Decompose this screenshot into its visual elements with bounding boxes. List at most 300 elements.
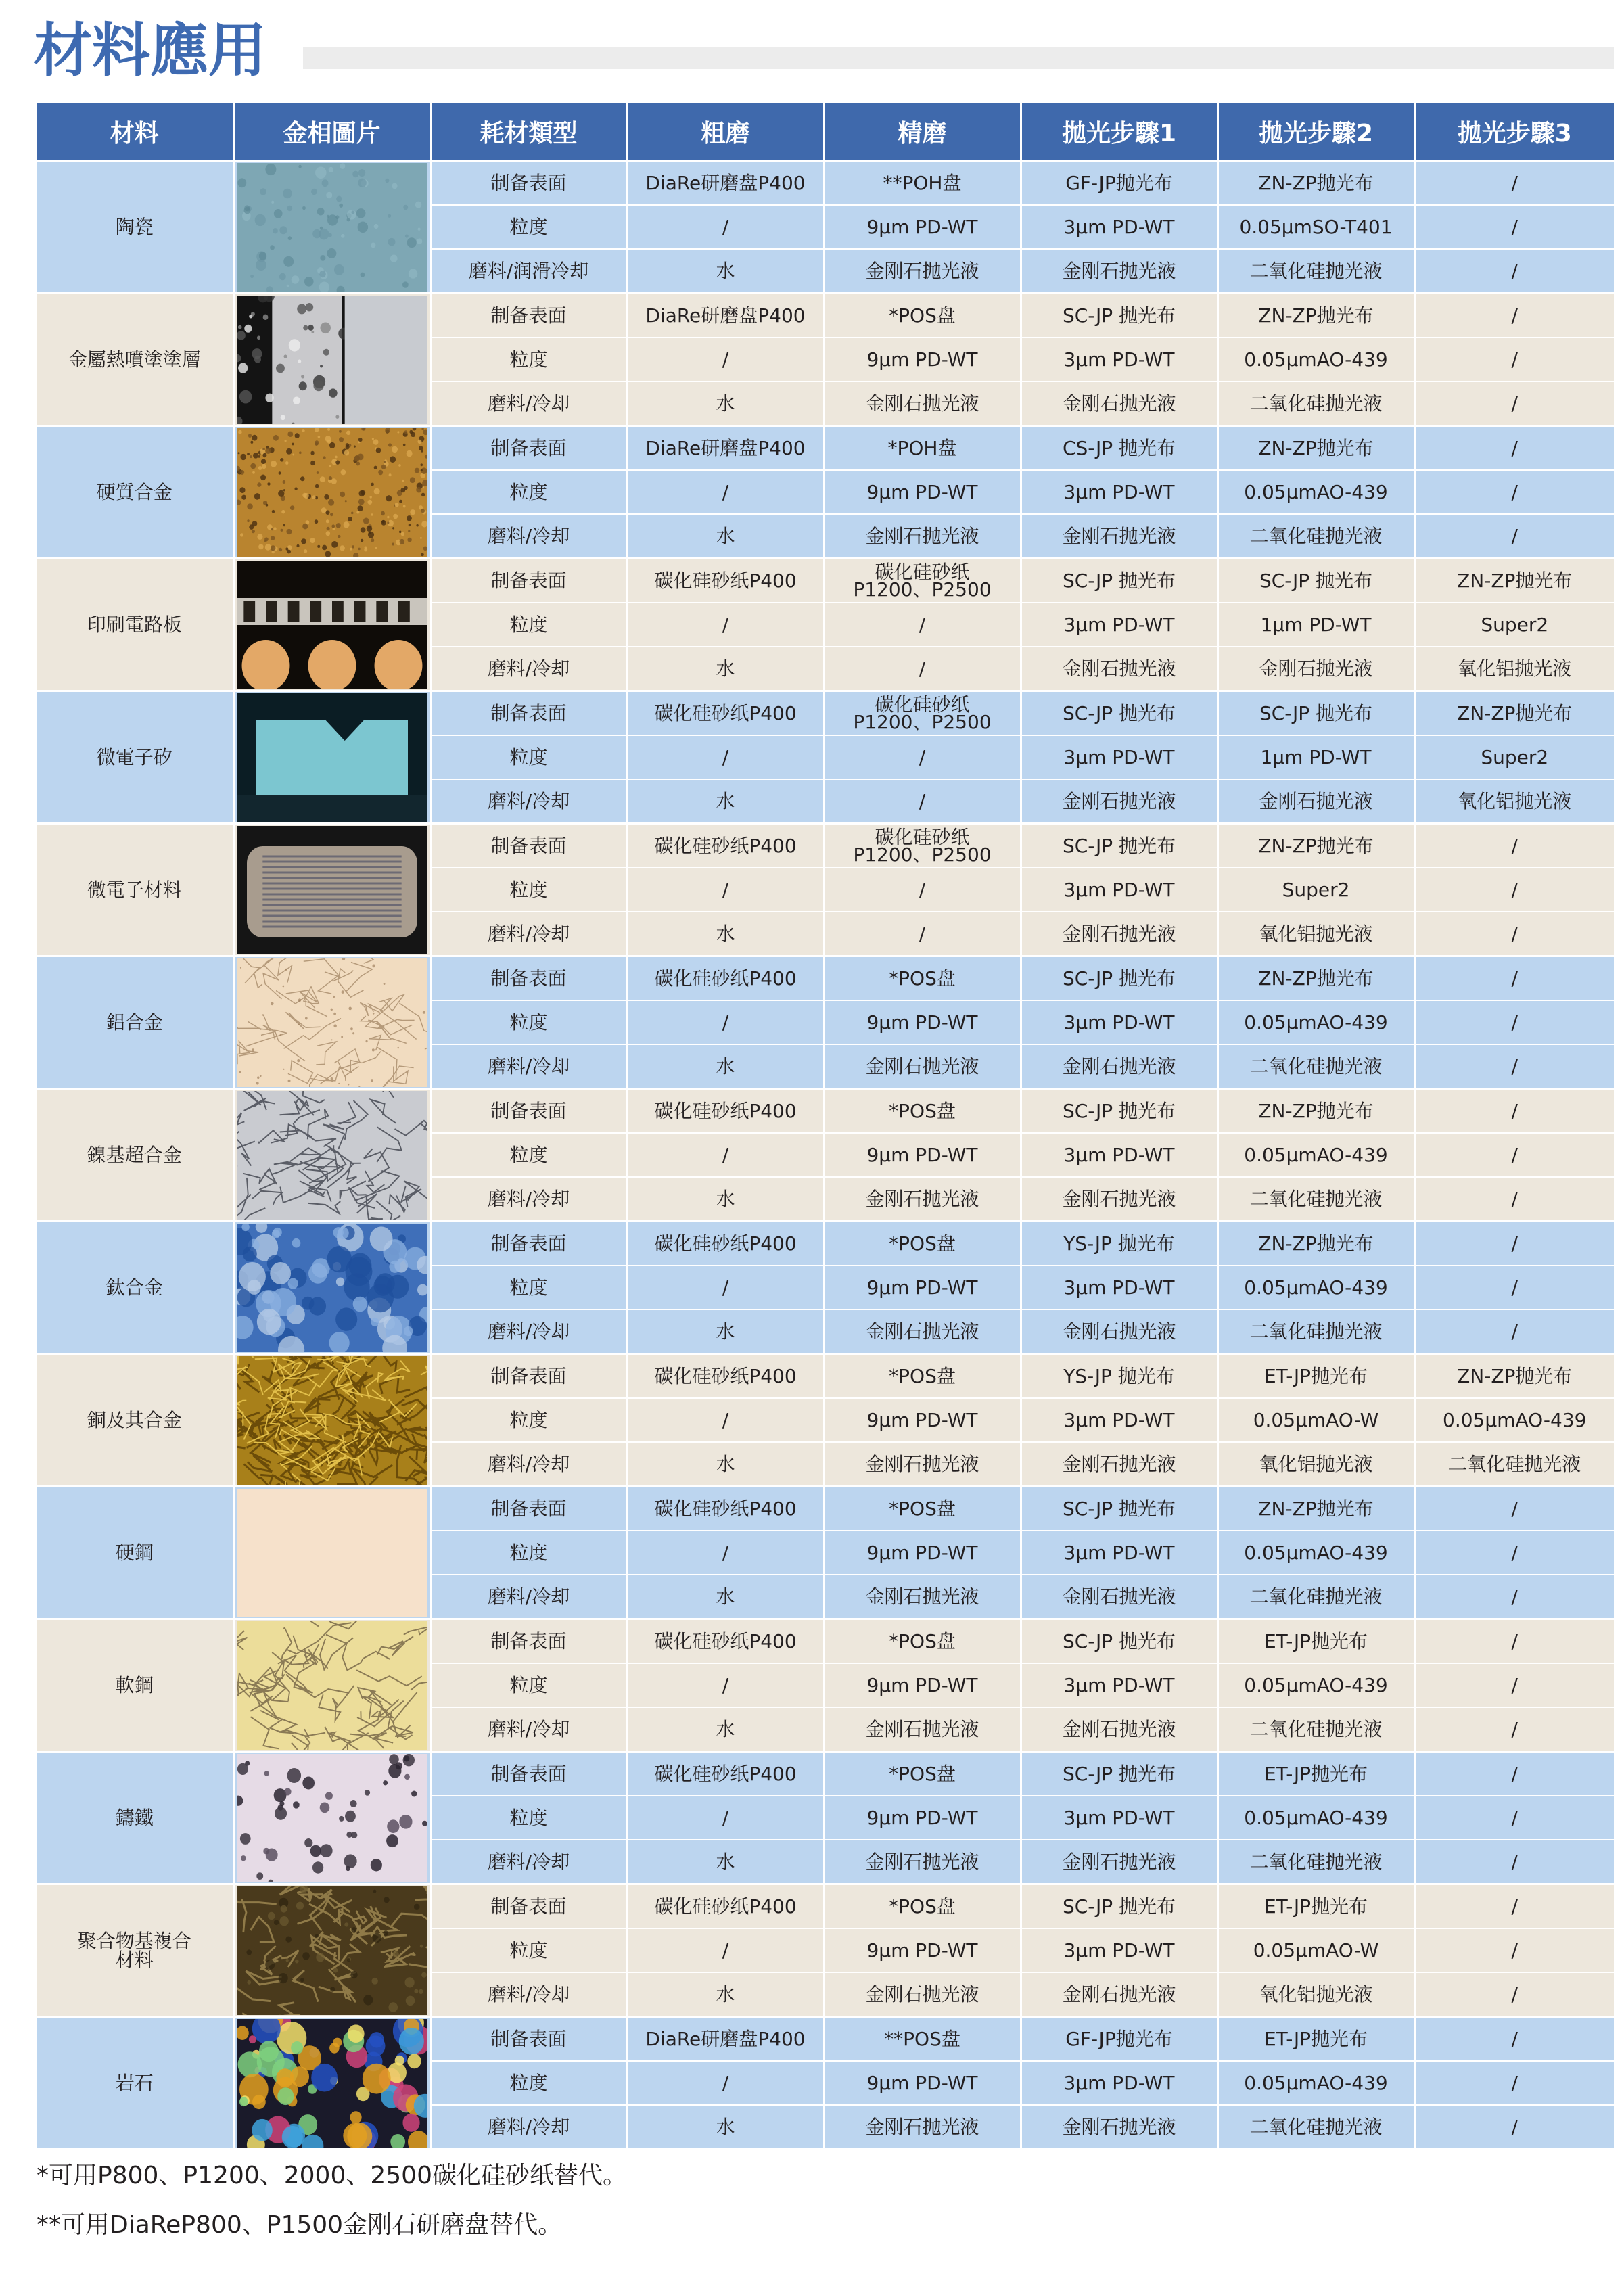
- polish-step-2-cell: 1μm PD-WT: [1217, 735, 1414, 779]
- polish-step-1-cell: 3μm PD-WT: [1021, 1000, 1217, 1044]
- coarse-grinding-cell: 水: [627, 1707, 824, 1752]
- micrograph-cell: [233, 1222, 430, 1354]
- polish-step-1-cell: SC-JP 抛光布: [1021, 294, 1217, 338]
- consumable-type-cell: 粒度: [430, 1531, 627, 1575]
- table-row: [37, 1884, 1614, 1929]
- polish-step-2-cell: ZN-ZP抛光布: [1217, 161, 1414, 206]
- material-name: 鈦合金: [37, 1222, 233, 1354]
- consumable-type-cell: 粒度: [430, 338, 627, 381]
- fine-grinding-cell: 金刚石抛光液: [824, 1840, 1021, 1884]
- polish-step-2-cell: SC-JP 抛光布: [1217, 691, 1414, 736]
- table-row: [37, 2017, 1614, 2062]
- polish-step-2-cell: ZN-ZP抛光布: [1217, 956, 1414, 1001]
- polish-step-3-cell: /: [1414, 1309, 1614, 1354]
- consumable-type-cell: 磨料/冷却: [430, 1309, 627, 1354]
- micrograph-cell: [233, 161, 430, 294]
- consumable-type-cell: 粒度: [430, 470, 627, 514]
- consumable-type-cell: 制备表面: [430, 1619, 627, 1664]
- polish-step-1-cell: 金刚石抛光液: [1021, 1707, 1217, 1752]
- coarse-grinding-cell: 水: [627, 2105, 824, 2149]
- polish-step-2-cell: 0.05μmAO-W: [1217, 1398, 1414, 1442]
- table-row: [37, 1354, 1614, 1399]
- coarse-grinding-cell: 碳化硅砂纸P400: [627, 1487, 824, 1531]
- fine-grinding-cell: /: [824, 603, 1021, 647]
- materials-table: [37, 103, 1614, 2150]
- coarse-grinding-cell: /: [627, 1663, 824, 1707]
- polish-step-2-cell: 二氧化硅抛光液: [1217, 249, 1414, 294]
- polish-step-2-cell: ET-JP抛光布: [1217, 1619, 1414, 1664]
- fine-grinding-cell: 9μm PD-WT: [824, 1266, 1021, 1309]
- polish-step-3-cell: /: [1414, 1928, 1614, 1972]
- coarse-grinding-cell: /: [627, 1266, 824, 1309]
- fine-grinding-cell: /: [824, 868, 1021, 912]
- polish-step-2-cell: 二氧化硅抛光液: [1217, 1840, 1414, 1884]
- polish-step-3-cell: /: [1414, 514, 1614, 559]
- copper-alloy-micrograph: [237, 1356, 427, 1485]
- fine-grinding-cell: 碳化硅砂纸 P1200、P2500: [824, 691, 1021, 736]
- polish-step-3-cell: /: [1414, 426, 1614, 471]
- polish-step-1-cell: 3μm PD-WT: [1021, 1266, 1217, 1309]
- micrograph-cell: [233, 956, 430, 1089]
- consumable-type-cell: 粒度: [430, 1266, 627, 1309]
- polish-step-1-cell: 3μm PD-WT: [1021, 1398, 1217, 1442]
- polish-step-3-cell: 氧化铝抛光液: [1414, 779, 1614, 824]
- polish-step-1-cell: 3μm PD-WT: [1021, 205, 1217, 249]
- coarse-grinding-cell: DiaRe研磨盘P400: [627, 426, 824, 471]
- coarse-grinding-cell: /: [627, 868, 824, 912]
- consumable-type-cell: 磨料/冷却: [430, 514, 627, 559]
- fine-grinding-cell: 9μm PD-WT: [824, 1796, 1021, 1840]
- table-row: [37, 1752, 1614, 1796]
- aluminum-alloy-micrograph: [237, 958, 427, 1087]
- coarse-grinding-cell: 水: [627, 514, 824, 559]
- polish-step-3-cell: /: [1414, 956, 1614, 1001]
- polish-step-2-cell: 0.05μmAO-W: [1217, 1928, 1414, 1972]
- polish-step-2-cell: 0.05μmAO-439: [1217, 2061, 1414, 2105]
- polish-step-2-cell: 0.05μmAO-439: [1217, 338, 1414, 381]
- polish-step-3-cell: Super2: [1414, 603, 1614, 647]
- fine-grinding-cell: /: [824, 779, 1021, 824]
- consumable-type-cell: 磨料/冷却: [430, 1972, 627, 2017]
- polymer-composite-micrograph: [237, 1886, 427, 2015]
- micrograph-cell: [233, 1354, 430, 1487]
- fine-grinding-cell: *POS盘: [824, 956, 1021, 1001]
- polish-step-2-cell: 0.05μmAO-439: [1217, 1663, 1414, 1707]
- polish-step-3-cell: /: [1414, 1044, 1614, 1089]
- table-row: [37, 161, 1614, 206]
- material-name: 硬鋼: [37, 1487, 233, 1619]
- polish-step-3-cell: /: [1414, 1884, 1614, 1929]
- fine-grinding-cell: 金刚石抛光液: [824, 249, 1021, 294]
- table-row: [37, 559, 1614, 603]
- polish-step-1-cell: SC-JP 抛光布: [1021, 956, 1217, 1001]
- coarse-grinding-cell: /: [627, 1398, 824, 1442]
- material-name: 印刷電路板: [37, 559, 233, 691]
- polish-step-2-cell: 0.05μmAO-439: [1217, 1000, 1414, 1044]
- fine-grinding-cell: 金刚石抛光液: [824, 381, 1021, 426]
- polish-step-1-cell: 金刚石抛光液: [1021, 1442, 1217, 1487]
- polish-step-3-cell: /: [1414, 1266, 1614, 1309]
- polish-step-1-cell: 金刚石抛光液: [1021, 647, 1217, 691]
- material-name: 陶瓷: [37, 161, 233, 294]
- polish-step-2-cell: Super2: [1217, 868, 1414, 912]
- fine-grinding-cell: 9μm PD-WT: [824, 2061, 1021, 2105]
- polish-step-3-cell: /: [1414, 338, 1614, 381]
- coarse-grinding-cell: /: [627, 1796, 824, 1840]
- material-group: [37, 691, 1614, 824]
- coarse-grinding-cell: 碳化硅砂纸P400: [627, 691, 824, 736]
- fine-grinding-cell: 9μm PD-WT: [824, 1398, 1021, 1442]
- consumable-type-cell: 粒度: [430, 1000, 627, 1044]
- polish-step-2-cell: ZN-ZP抛光布: [1217, 1089, 1414, 1134]
- coarse-grinding-cell: 水: [627, 1309, 824, 1354]
- polish-step-3-cell: /: [1414, 1752, 1614, 1796]
- coarse-grinding-cell: 碳化硅砂纸P400: [627, 1884, 824, 1929]
- micrograph-cell: [233, 824, 430, 956]
- fine-grinding-cell: 9μm PD-WT: [824, 205, 1021, 249]
- polish-step-2-cell: 氧化铝抛光液: [1217, 1442, 1414, 1487]
- coarse-grinding-cell: 碳化硅砂纸P400: [627, 1089, 824, 1134]
- fine-grinding-cell: 金刚石抛光液: [824, 2105, 1021, 2149]
- polish-step-1-cell: YS-JP 抛光布: [1021, 1222, 1217, 1266]
- polish-step-1-cell: 金刚石抛光液: [1021, 1840, 1217, 1884]
- micrograph-cell: [233, 2017, 430, 2150]
- micrograph-cell: [233, 559, 430, 691]
- table-row: [37, 1619, 1614, 1664]
- coarse-grinding-cell: /: [627, 1133, 824, 1177]
- fine-grinding-cell: *POS盘: [824, 1752, 1021, 1796]
- material-group: [37, 559, 1614, 691]
- material-group: [37, 1752, 1614, 1884]
- polish-step-3-cell: Super2: [1414, 735, 1614, 779]
- consumable-type-cell: 制备表面: [430, 824, 627, 868]
- thermal-spray-coating-micrograph: [237, 296, 427, 424]
- polish-step-3-cell: /: [1414, 1089, 1614, 1134]
- cemented-carbide-micrograph: [237, 428, 427, 557]
- polish-step-1-cell: SC-JP 抛光布: [1021, 824, 1217, 868]
- polish-step-2-cell: 0.05μmAO-439: [1217, 1133, 1414, 1177]
- fine-grinding-cell: *POS盘: [824, 1089, 1021, 1134]
- material-group: [37, 1222, 1614, 1354]
- fine-grinding-cell: 9μm PD-WT: [824, 1663, 1021, 1707]
- fine-grinding-cell: 9μm PD-WT: [824, 1133, 1021, 1177]
- coarse-grinding-cell: /: [627, 1000, 824, 1044]
- coarse-grinding-cell: /: [627, 470, 824, 514]
- consumable-type-cell: 制备表面: [430, 691, 627, 736]
- consumable-type-cell: 制备表面: [430, 1487, 627, 1531]
- coarse-grinding-cell: 水: [627, 1840, 824, 1884]
- header-consumable-type: 耗材類型: [430, 103, 627, 161]
- material-group: [37, 294, 1614, 426]
- header-polish-step-2: 拋光步驟2: [1217, 103, 1414, 161]
- micrograph-cell: [233, 1487, 430, 1619]
- polish-step-1-cell: SC-JP 抛光布: [1021, 559, 1217, 603]
- consumable-type-cell: 粒度: [430, 1663, 627, 1707]
- material-group: [37, 1884, 1614, 2017]
- micrograph-cell: [233, 1089, 430, 1222]
- polish-step-1-cell: GF-JP抛光布: [1021, 161, 1217, 206]
- titanium-alloy-micrograph: [237, 1224, 427, 1352]
- polish-step-3-cell: /: [1414, 161, 1614, 206]
- header-fine-grinding: 精磨: [824, 103, 1021, 161]
- polish-step-1-cell: 金刚石抛光液: [1021, 249, 1217, 294]
- consumable-type-cell: 制备表面: [430, 1222, 627, 1266]
- header-micrograph: 金相圖片: [233, 103, 430, 161]
- polish-step-3-cell: /: [1414, 824, 1614, 868]
- polish-step-1-cell: GF-JP抛光布: [1021, 2017, 1217, 2062]
- polish-step-2-cell: 1μm PD-WT: [1217, 603, 1414, 647]
- consumable-type-cell: 制备表面: [430, 426, 627, 471]
- polish-step-2-cell: SC-JP 抛光布: [1217, 559, 1414, 603]
- fine-grinding-cell: /: [824, 647, 1021, 691]
- polish-step-2-cell: ET-JP抛光布: [1217, 2017, 1414, 2062]
- table-row: [37, 1222, 1614, 1266]
- consumable-type-cell: 制备表面: [430, 161, 627, 206]
- consumable-type-cell: 磨料/冷却: [430, 912, 627, 956]
- material-group: [37, 1487, 1614, 1619]
- polish-step-1-cell: 3μm PD-WT: [1021, 1928, 1217, 1972]
- header-row: [37, 103, 1614, 161]
- coarse-grinding-cell: 水: [627, 912, 824, 956]
- polish-step-2-cell: ZN-ZP抛光布: [1217, 1222, 1414, 1266]
- polish-step-1-cell: 金刚石抛光液: [1021, 1309, 1217, 1354]
- fine-grinding-cell: 9μm PD-WT: [824, 1928, 1021, 1972]
- polish-step-2-cell: 0.05μmAO-439: [1217, 470, 1414, 514]
- polish-step-1-cell: SC-JP 抛光布: [1021, 1619, 1217, 1664]
- rock-micrograph: [237, 2019, 427, 2148]
- coarse-grinding-cell: 碳化硅砂纸P400: [627, 1222, 824, 1266]
- fine-grinding-cell: 9μm PD-WT: [824, 338, 1021, 381]
- polish-step-3-cell: /: [1414, 470, 1614, 514]
- coarse-grinding-cell: 水: [627, 1575, 824, 1619]
- polish-step-1-cell: SC-JP 抛光布: [1021, 691, 1217, 736]
- header-coarse-grinding: 粗磨: [627, 103, 824, 161]
- coarse-grinding-cell: 水: [627, 381, 824, 426]
- material-group: [37, 956, 1614, 1089]
- consumable-type-cell: 粒度: [430, 205, 627, 249]
- material-name: 金屬熱噴塗塗層: [37, 294, 233, 426]
- polish-step-3-cell: /: [1414, 1575, 1614, 1619]
- polish-step-1-cell: 3μm PD-WT: [1021, 2061, 1217, 2105]
- polish-step-1-cell: 金刚石抛光液: [1021, 1177, 1217, 1222]
- coarse-grinding-cell: DiaRe研磨盘P400: [627, 2017, 824, 2062]
- fine-grinding-cell: 碳化硅砂纸 P1200、P2500: [824, 824, 1021, 868]
- polish-step-1-cell: YS-JP 抛光布: [1021, 1354, 1217, 1399]
- polish-step-3-cell: /: [1414, 1133, 1614, 1177]
- material-name: 微電子矽: [37, 691, 233, 824]
- fine-grinding-cell: 9μm PD-WT: [824, 470, 1021, 514]
- polish-step-1-cell: SC-JP 抛光布: [1021, 1884, 1217, 1929]
- table-row: [37, 691, 1614, 736]
- footnote-2: **可用DiaReP800、P1500金刚石研磨盘替代。: [37, 2211, 563, 2239]
- title-decoration-bar: [303, 47, 1614, 69]
- consumable-type-cell: 粒度: [430, 735, 627, 779]
- polish-step-2-cell: 金刚石抛光液: [1217, 647, 1414, 691]
- micrograph-cell: [233, 691, 430, 824]
- polish-step-3-cell: /: [1414, 1840, 1614, 1884]
- fine-grinding-cell: 9μm PD-WT: [824, 1531, 1021, 1575]
- coarse-grinding-cell: /: [627, 205, 824, 249]
- polish-step-1-cell: SC-JP 抛光布: [1021, 1089, 1217, 1134]
- micrograph-cell: [233, 1619, 430, 1752]
- table-row: [37, 426, 1614, 471]
- micrograph-cell: [233, 426, 430, 559]
- coarse-grinding-cell: 水: [627, 1177, 824, 1222]
- polish-step-1-cell: 3μm PD-WT: [1021, 1133, 1217, 1177]
- polish-step-2-cell: 金刚石抛光液: [1217, 779, 1414, 824]
- fine-grinding-cell: 金刚石抛光液: [824, 1177, 1021, 1222]
- polish-step-3-cell: /: [1414, 1796, 1614, 1840]
- table-row: [37, 294, 1614, 338]
- polish-step-1-cell: SC-JP 抛光布: [1021, 1487, 1217, 1531]
- polish-step-3-cell: /: [1414, 2017, 1614, 2062]
- footnote-1: *可用P800、P1200、2000、2500碳化硅砂纸替代。: [37, 2162, 627, 2189]
- header-polish-step-1: 拋光步驟1: [1021, 103, 1217, 161]
- consumable-type-cell: 制备表面: [430, 1354, 627, 1399]
- consumable-type-cell: 粒度: [430, 868, 627, 912]
- coarse-grinding-cell: DiaRe研磨盘P400: [627, 294, 824, 338]
- coarse-grinding-cell: DiaRe研磨盘P400: [627, 161, 824, 206]
- polish-step-3-cell: /: [1414, 294, 1614, 338]
- consumable-type-cell: 粒度: [430, 1398, 627, 1442]
- consumable-type-cell: 粒度: [430, 1928, 627, 1972]
- material-name: 鎳基超合金: [37, 1089, 233, 1222]
- material-name: 硬質合金: [37, 426, 233, 559]
- polish-step-3-cell: /: [1414, 1531, 1614, 1575]
- table-row: [37, 1487, 1614, 1531]
- consumable-type-cell: 磨料/冷却: [430, 1177, 627, 1222]
- polish-step-1-cell: 金刚石抛光液: [1021, 1044, 1217, 1089]
- polish-step-1-cell: 3μm PD-WT: [1021, 470, 1217, 514]
- consumable-type-cell: 制备表面: [430, 1752, 627, 1796]
- consumable-type-cell: 粒度: [430, 1796, 627, 1840]
- polish-step-1-cell: 金刚石抛光液: [1021, 1972, 1217, 2017]
- nickel-superalloy-micrograph: [237, 1091, 427, 1220]
- polish-step-1-cell: 金刚石抛光液: [1021, 381, 1217, 426]
- fine-grinding-cell: *POS盘: [824, 1884, 1021, 1929]
- fine-grinding-cell: /: [824, 912, 1021, 956]
- fine-grinding-cell: 9μm PD-WT: [824, 1000, 1021, 1044]
- polish-step-3-cell: 二氧化硅抛光液: [1414, 1442, 1614, 1487]
- polish-step-1-cell: 3μm PD-WT: [1021, 735, 1217, 779]
- fine-grinding-cell: 碳化硅砂纸 P1200、P2500: [824, 559, 1021, 603]
- consumable-type-cell: 粒度: [430, 2061, 627, 2105]
- fine-grinding-cell: *POS盘: [824, 1222, 1021, 1266]
- polish-step-2-cell: 二氧化硅抛光液: [1217, 1044, 1414, 1089]
- material-group: [37, 1089, 1614, 1222]
- consumable-type-cell: 磨料/冷却: [430, 1840, 627, 1884]
- polish-step-1-cell: 3μm PD-WT: [1021, 338, 1217, 381]
- consumable-type-cell: 磨料/冷却: [430, 1442, 627, 1487]
- consumable-type-cell: 制备表面: [430, 559, 627, 603]
- polish-step-2-cell: ZN-ZP抛光布: [1217, 1487, 1414, 1531]
- material-name: 鑄鐵: [37, 1752, 233, 1884]
- ceramic-micrograph: [237, 163, 427, 292]
- polish-step-2-cell: 0.05μmAO-439: [1217, 1266, 1414, 1309]
- polish-step-2-cell: 二氧化硅抛光液: [1217, 1309, 1414, 1354]
- fine-grinding-cell: *POH盘: [824, 426, 1021, 471]
- fine-grinding-cell: **POS盘: [824, 2017, 1021, 2062]
- material-group: [37, 1619, 1614, 1752]
- header-material: 材料: [37, 103, 233, 161]
- cast-iron-micrograph: [237, 1754, 427, 1882]
- polish-step-3-cell: ZN-ZP抛光布: [1414, 691, 1614, 736]
- micrograph-cell: [233, 1884, 430, 2017]
- polish-step-2-cell: ZN-ZP抛光布: [1217, 824, 1414, 868]
- polish-step-3-cell: /: [1414, 2061, 1614, 2105]
- polish-step-1-cell: 3μm PD-WT: [1021, 1663, 1217, 1707]
- coarse-grinding-cell: 碳化硅砂纸P400: [627, 1354, 824, 1399]
- fine-grinding-cell: /: [824, 735, 1021, 779]
- polish-step-1-cell: 3μm PD-WT: [1021, 1531, 1217, 1575]
- fine-grinding-cell: 金刚石抛光液: [824, 1972, 1021, 2017]
- fine-grinding-cell: 金刚石抛光液: [824, 1575, 1021, 1619]
- coarse-grinding-cell: 水: [627, 647, 824, 691]
- table-header: [37, 103, 1614, 161]
- coarse-grinding-cell: 水: [627, 1044, 824, 1089]
- consumable-type-cell: 磨料/冷却: [430, 381, 627, 426]
- material-name: 微電子材料: [37, 824, 233, 956]
- fine-grinding-cell: 金刚石抛光液: [824, 1707, 1021, 1752]
- polish-step-3-cell: /: [1414, 381, 1614, 426]
- coarse-grinding-cell: 水: [627, 779, 824, 824]
- material-name: 岩石: [37, 2017, 233, 2150]
- polish-step-2-cell: 二氧化硅抛光液: [1217, 1707, 1414, 1752]
- table-row: [37, 1089, 1614, 1134]
- consumable-type-cell: 制备表面: [430, 1884, 627, 1929]
- fine-grinding-cell: *POS盘: [824, 1619, 1021, 1664]
- consumable-type-cell: 磨料/冷却: [430, 2105, 627, 2149]
- polish-step-1-cell: 3μm PD-WT: [1021, 603, 1217, 647]
- hard-steel-micrograph: [237, 1489, 427, 1617]
- polish-step-2-cell: 0.05μmAO-439: [1217, 1531, 1414, 1575]
- mild-steel-micrograph: [237, 1621, 427, 1750]
- table-row: [37, 956, 1614, 1001]
- fine-grinding-cell: 金刚石抛光液: [824, 1309, 1021, 1354]
- consumable-type-cell: 磨料/冷却: [430, 1707, 627, 1752]
- fine-grinding-cell: 金刚石抛光液: [824, 514, 1021, 559]
- polish-step-2-cell: 二氧化硅抛光液: [1217, 1575, 1414, 1619]
- polish-step-2-cell: 二氧化硅抛光液: [1217, 1177, 1414, 1222]
- polish-step-2-cell: 0.05μmAO-439: [1217, 1796, 1414, 1840]
- polish-step-2-cell: 0.05μmSO-T401: [1217, 205, 1414, 249]
- coarse-grinding-cell: 碳化硅砂纸P400: [627, 1752, 824, 1796]
- coarse-grinding-cell: /: [627, 603, 824, 647]
- polish-step-1-cell: 金刚石抛光液: [1021, 514, 1217, 559]
- coarse-grinding-cell: 水: [627, 1442, 824, 1487]
- consumable-type-cell: 制备表面: [430, 1089, 627, 1134]
- coarse-grinding-cell: 水: [627, 1972, 824, 2017]
- polish-step-3-cell: /: [1414, 2105, 1614, 2149]
- polish-step-3-cell: /: [1414, 868, 1614, 912]
- polish-step-3-cell: /: [1414, 1487, 1614, 1531]
- micrograph-cell: [233, 294, 430, 426]
- polish-step-3-cell: /: [1414, 1177, 1614, 1222]
- polish-step-3-cell: ZN-ZP抛光布: [1414, 559, 1614, 603]
- polish-step-2-cell: ZN-ZP抛光布: [1217, 426, 1414, 471]
- polish-step-2-cell: 二氧化硅抛光液: [1217, 381, 1414, 426]
- polish-step-1-cell: SC-JP 抛光布: [1021, 1752, 1217, 1796]
- polish-step-1-cell: 金刚石抛光液: [1021, 1575, 1217, 1619]
- consumable-type-cell: 制备表面: [430, 294, 627, 338]
- material-group: [37, 1354, 1614, 1487]
- polish-step-1-cell: CS-JP 抛光布: [1021, 426, 1217, 471]
- page-title: 材料應用: [34, 17, 266, 85]
- fine-grinding-cell: *POS盘: [824, 1487, 1021, 1531]
- material-group: [37, 426, 1614, 559]
- material-name: 軟鋼: [37, 1619, 233, 1752]
- polish-step-3-cell: /: [1414, 1972, 1614, 2017]
